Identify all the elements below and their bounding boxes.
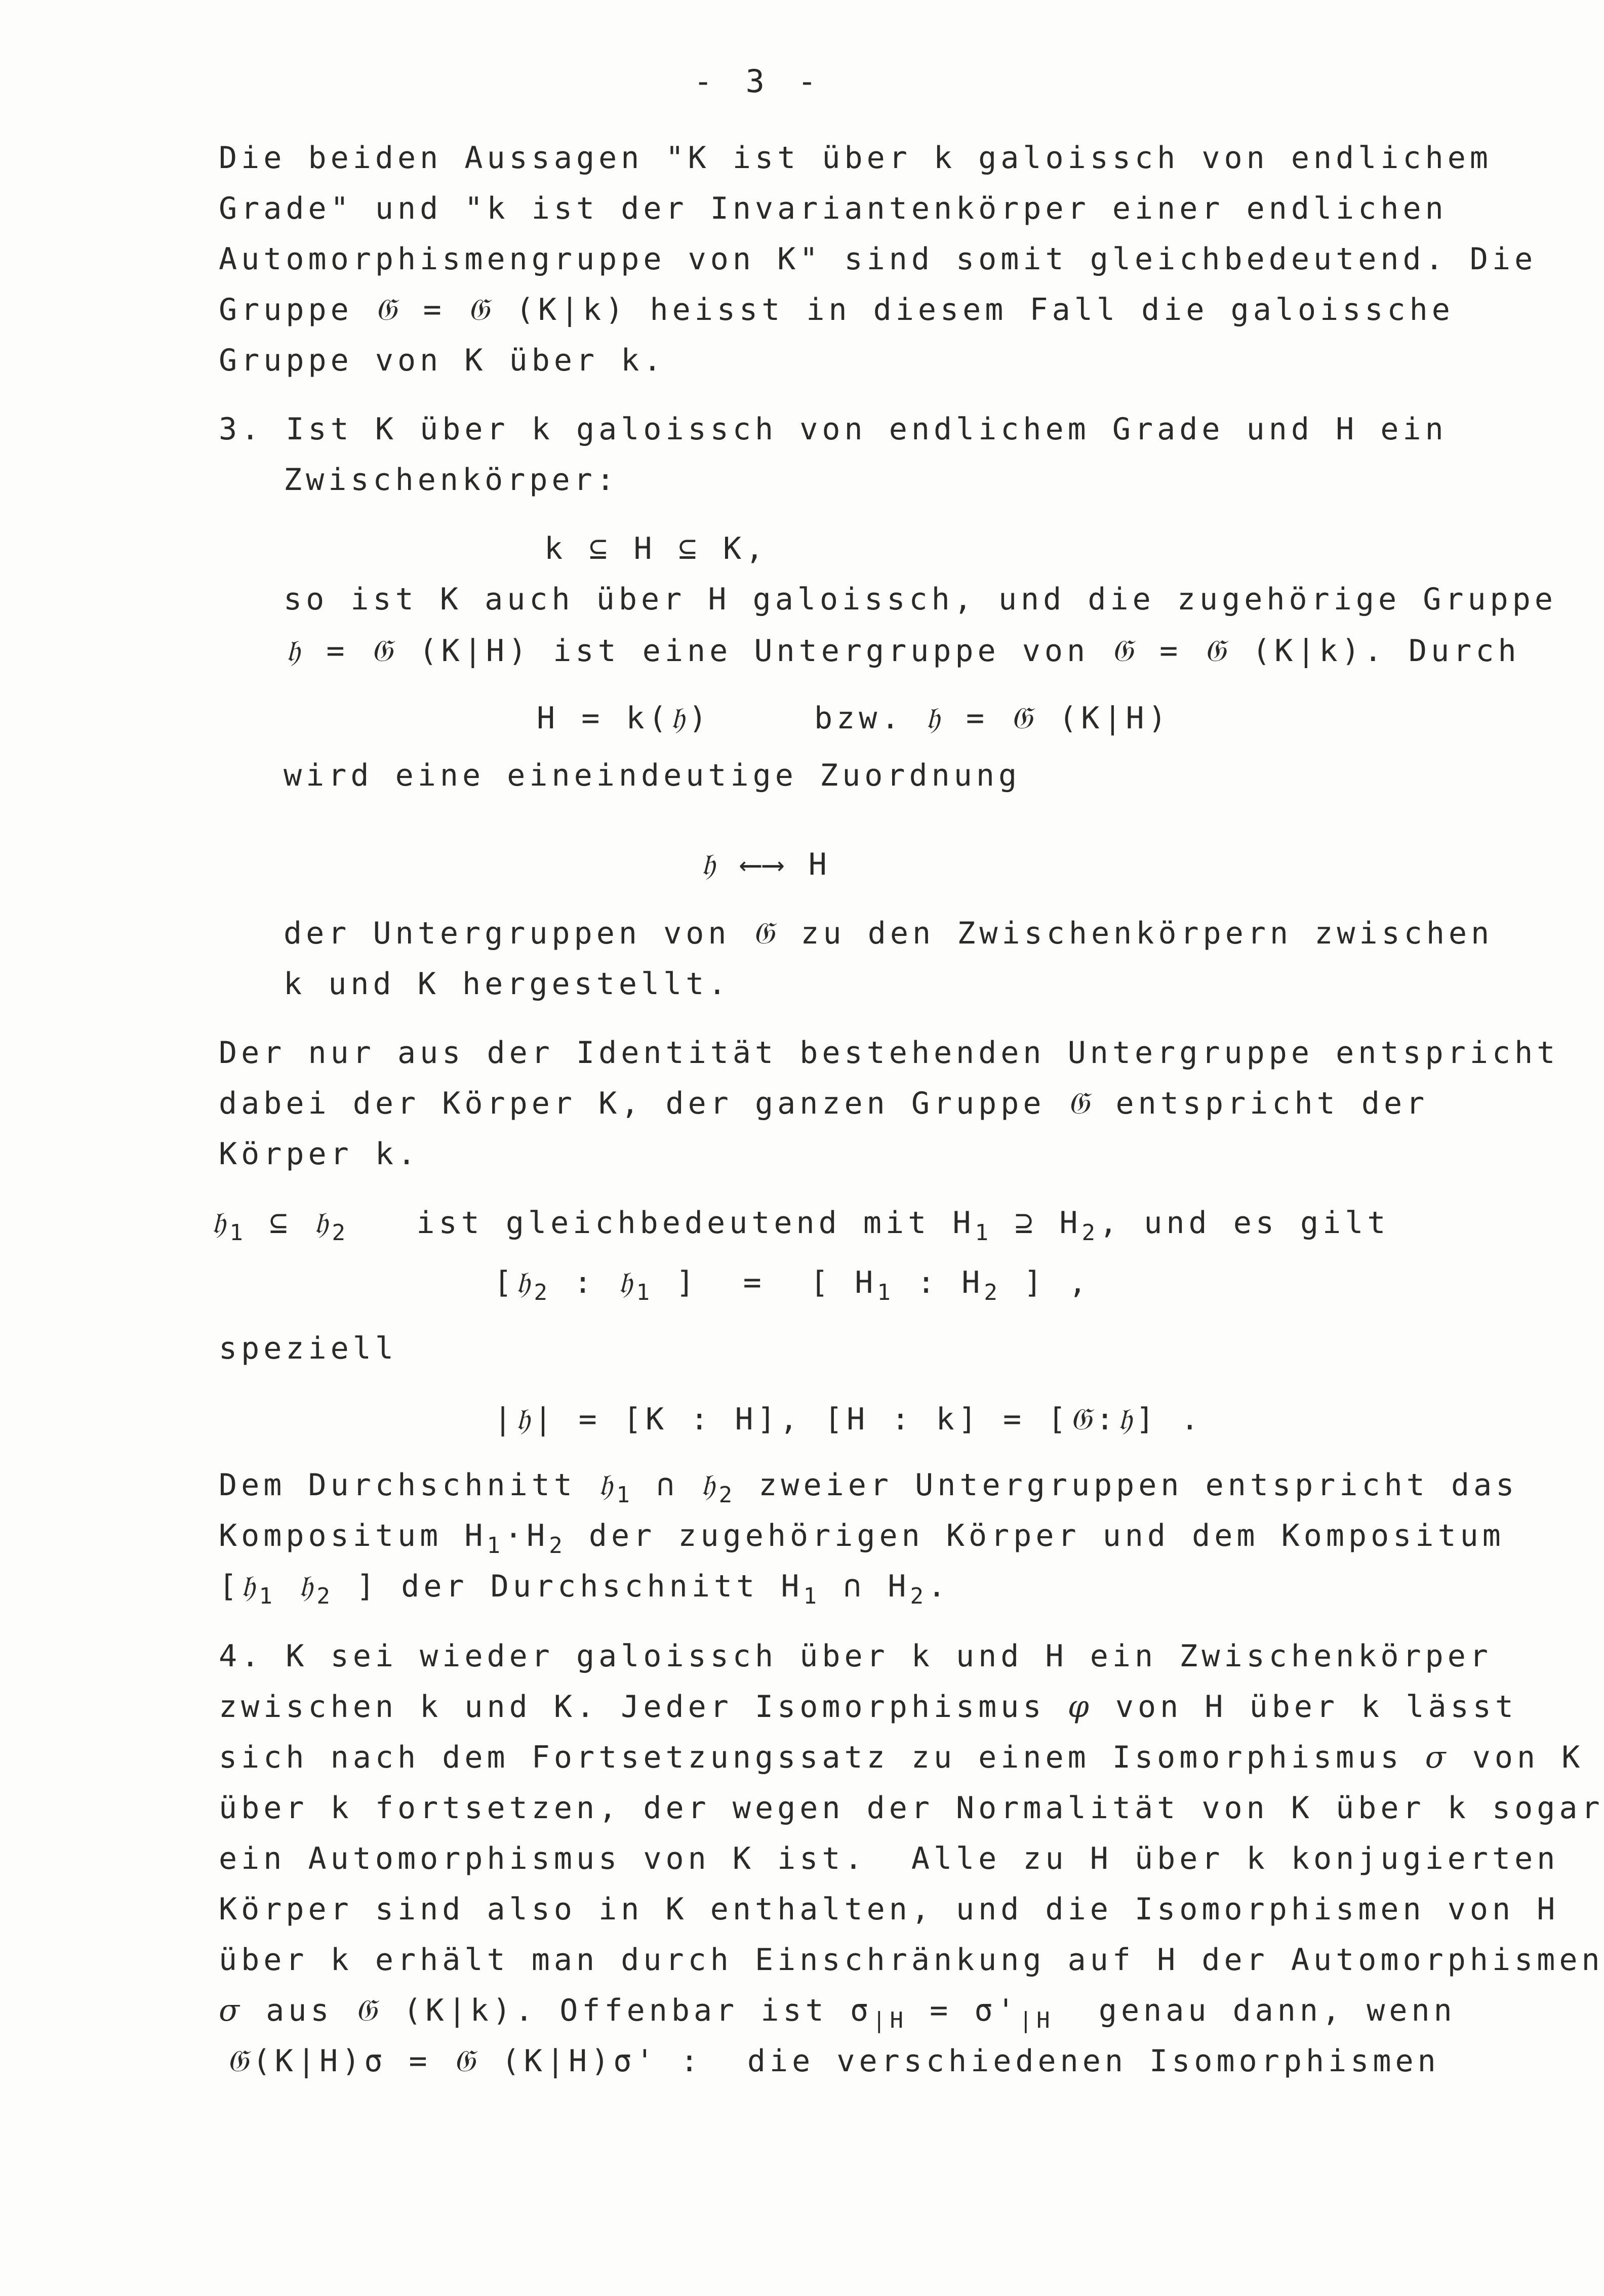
sigma-symbol: σ — [219, 1993, 244, 2028]
text: sich nach dem Fortsetzungssatz zu einem Isomorphismus — [219, 1740, 1425, 1775]
text: ] = [ H — [654, 1265, 877, 1300]
text: | — [494, 1402, 516, 1437]
subscript: 1 — [803, 1583, 821, 1609]
fraktur-symbol: 𝔥 — [241, 1569, 259, 1604]
text: | = [K : H], [H : k] = [ — [534, 1402, 1070, 1437]
fraktur-symbol: 𝔥 — [212, 1205, 230, 1241]
fraktur-symbol: 𝔥 — [670, 701, 689, 736]
text-line — [219, 1568, 950, 1615]
text-line — [284, 915, 1493, 952]
subscript: 2 — [910, 1583, 928, 1609]
text: ist gleichbedeutend mit H — [349, 1205, 975, 1241]
text-line: Grade" und "k ist der Invariantenkörper einer endlichen — [219, 191, 1448, 226]
text-line: über k fortsetzen, der wegen der Normalität von K über k sogar — [219, 1790, 1604, 1826]
text: : — [1096, 1402, 1118, 1437]
text: ⊇ H — [992, 1205, 1082, 1241]
text: : — [551, 1265, 619, 1300]
subscript: 2 — [718, 1482, 737, 1508]
text-line: 3. Ist K über k galoissch von endlichem Grade und H ein — [219, 412, 1448, 447]
text-line: so ist K auch über H galoissch, und die zugehörige Gruppe — [284, 582, 1557, 617]
text-line — [212, 1205, 1390, 1251]
formula-line — [494, 1264, 1091, 1311]
text-line — [219, 1992, 1456, 2039]
subscript: 2 — [332, 1220, 349, 1246]
text: = σ' — [907, 1993, 1019, 2028]
text-line: Automorphismengruppe von K" sind somit gleichbedeutend. Die — [219, 241, 1537, 277]
fraktur-symbol: 𝔊 — [375, 292, 401, 327]
fraktur-symbol: 𝔊 — [371, 633, 397, 669]
text: bzw. — [814, 701, 926, 736]
text: zweier Untergruppen entspricht das — [736, 1467, 1518, 1503]
page-number: - 3 - — [694, 63, 824, 100]
text: ] der Durchschnitt H — [334, 1569, 804, 1604]
text: ] , — [1001, 1265, 1091, 1300]
text-line — [219, 1467, 1518, 1513]
text-line — [219, 292, 1454, 328]
fraktur-symbol: 𝔥 — [701, 847, 719, 882]
text: H = k( — [537, 701, 671, 736]
text: dabei der Körper K, der ganzen Gruppe — [219, 1086, 1068, 1121]
text: von H über k lässt — [1093, 1689, 1518, 1725]
text: : H — [894, 1265, 984, 1300]
text-line: k und K hergestellt. — [284, 966, 731, 1002]
fraktur-symbol: 𝔥 — [618, 1265, 636, 1300]
formula-line — [814, 700, 1171, 736]
text: von K — [1450, 1740, 1584, 1775]
subscript: 2 — [316, 1583, 334, 1609]
text: Kompositum H — [219, 1518, 487, 1553]
subscript: 1 — [877, 1280, 895, 1305]
text: der Untergruppen von — [284, 916, 753, 951]
text: Dem Durchschnitt — [219, 1467, 599, 1503]
fraktur-symbol: 𝔥 — [1118, 1402, 1136, 1437]
fraktur-symbol: 𝔥 — [516, 1265, 534, 1300]
text: Gruppe — [219, 292, 375, 327]
text-line — [219, 1518, 1505, 1564]
fraktur-symbol: 𝔥 — [286, 633, 304, 669]
text: ·H — [504, 1518, 549, 1553]
text-line: 4. K sei wieder galoissch über k und H ein Zwischenkörper — [219, 1638, 1493, 1674]
fraktur-symbol: 𝔥 — [516, 1402, 534, 1437]
text-line: wird eine eineindeutige Zuordnung — [284, 758, 1021, 793]
formula-line — [494, 1401, 1203, 1438]
fraktur-symbol: 𝔥 — [701, 1467, 719, 1503]
fraktur-symbol: 𝔥 — [598, 1467, 617, 1503]
text: (K|k) heisst in diesem Fall die galoissche — [493, 292, 1454, 327]
text: (K|H) — [1036, 701, 1171, 736]
subscript: 2 — [1081, 1220, 1099, 1246]
text-line: über k erhält man durch Einschränkung auf H der Automorphismen — [219, 1942, 1604, 1978]
fraktur-symbol: 𝔊 — [1070, 1402, 1096, 1437]
text: [ — [219, 1569, 242, 1604]
fraktur-symbol: 𝔊 — [355, 1993, 381, 2028]
fraktur-symbol: 𝔊 — [467, 292, 494, 327]
fraktur-symbol: 𝔊 — [1011, 701, 1036, 736]
text: aus — [243, 1993, 355, 2028]
text: der zugehörigen Körper und dem Kompositum — [566, 1518, 1505, 1553]
text-line: Der nur aus der Identität bestehenden Untergruppe entspricht — [219, 1035, 1559, 1071]
text: = — [400, 292, 468, 327]
formula-line: k ⊆ H ⊆ K, — [544, 531, 768, 566]
formula-line — [537, 700, 711, 736]
text: zwischen k und K. Jeder Isomorphismus — [219, 1689, 1068, 1725]
text: (K|k). Offenbar ist σ — [381, 1993, 872, 2028]
subscript: 1 — [487, 1533, 504, 1559]
subscript: 2 — [549, 1533, 567, 1559]
subscript: 1 — [975, 1220, 992, 1246]
subscript: |H — [872, 2007, 907, 2033]
subscript: 1 — [616, 1482, 634, 1508]
text-line — [227, 2043, 1440, 2079]
text-line — [286, 633, 1520, 669]
subscript: 1 — [229, 1220, 247, 1246]
text: ] . — [1136, 1402, 1203, 1437]
text: [ — [494, 1265, 516, 1300]
text: genau dann, wenn — [1054, 1993, 1456, 2028]
text: ∩ H — [820, 1569, 910, 1604]
text: (K|k). Durch — [1230, 633, 1520, 669]
text-line: Körper k. — [219, 1136, 420, 1172]
text: = — [304, 633, 371, 669]
fraktur-symbol: 𝔥 — [314, 1205, 332, 1241]
text: = — [943, 701, 1011, 736]
text: (K|H)σ = — [252, 2043, 454, 2079]
phi-symbol: φ — [1067, 1689, 1093, 1725]
fraktur-symbol: 𝔊 — [453, 2043, 479, 2079]
fraktur-symbol: 𝔊 — [1111, 633, 1137, 669]
text: . — [927, 1569, 950, 1604]
text: entspricht der — [1093, 1086, 1429, 1121]
fraktur-symbol: 𝔊 — [1204, 633, 1230, 669]
text: ⟵⟶ H — [719, 847, 831, 882]
text: ) — [689, 701, 711, 736]
text — [276, 1569, 299, 1604]
fraktur-symbol: 𝔊 — [227, 2043, 253, 2079]
text: ⊆ — [247, 1205, 314, 1241]
text: , und es gilt — [1099, 1205, 1390, 1241]
subscript: |H — [1019, 2007, 1054, 2033]
sigma-symbol: σ — [1425, 1740, 1450, 1775]
subscript: 2 — [534, 1280, 551, 1305]
subscript: 1 — [259, 1583, 276, 1609]
text-line — [219, 1085, 1428, 1122]
text-line — [219, 1739, 1584, 1776]
fraktur-symbol: 𝔥 — [299, 1569, 317, 1604]
formula-line — [701, 846, 831, 883]
text-line: ein Automorphismus von K ist. Alle zu H über k konjugierten — [219, 1841, 1559, 1876]
text: ∩ — [633, 1467, 701, 1503]
text: (K|H)σ' : die verschiedenen Isomorphismen — [479, 2043, 1440, 2079]
text-line: Körper sind also in K enthalten, und die Isomorphismen von H — [219, 1892, 1559, 1927]
text: = — [1137, 633, 1205, 669]
fraktur-symbol: 𝔊 — [1067, 1086, 1094, 1121]
subscript: 2 — [984, 1280, 1001, 1305]
fraktur-symbol: 𝔊 — [752, 916, 779, 951]
text-line: Gruppe von K über k. — [219, 343, 666, 378]
subscript: 1 — [636, 1280, 654, 1305]
fraktur-symbol: 𝔥 — [926, 701, 944, 736]
text-line — [219, 1689, 1517, 1725]
text: (K|H) ist eine Untergruppe von — [396, 633, 1112, 669]
text-line: speziell — [219, 1331, 397, 1366]
text: zu den Zwischenkörpern zwischen — [778, 916, 1494, 951]
text-line: Zwischenkörper: — [284, 462, 619, 498]
text-line: Die beiden Aussagen "K ist über k galoissch von endlichem — [219, 140, 1493, 176]
